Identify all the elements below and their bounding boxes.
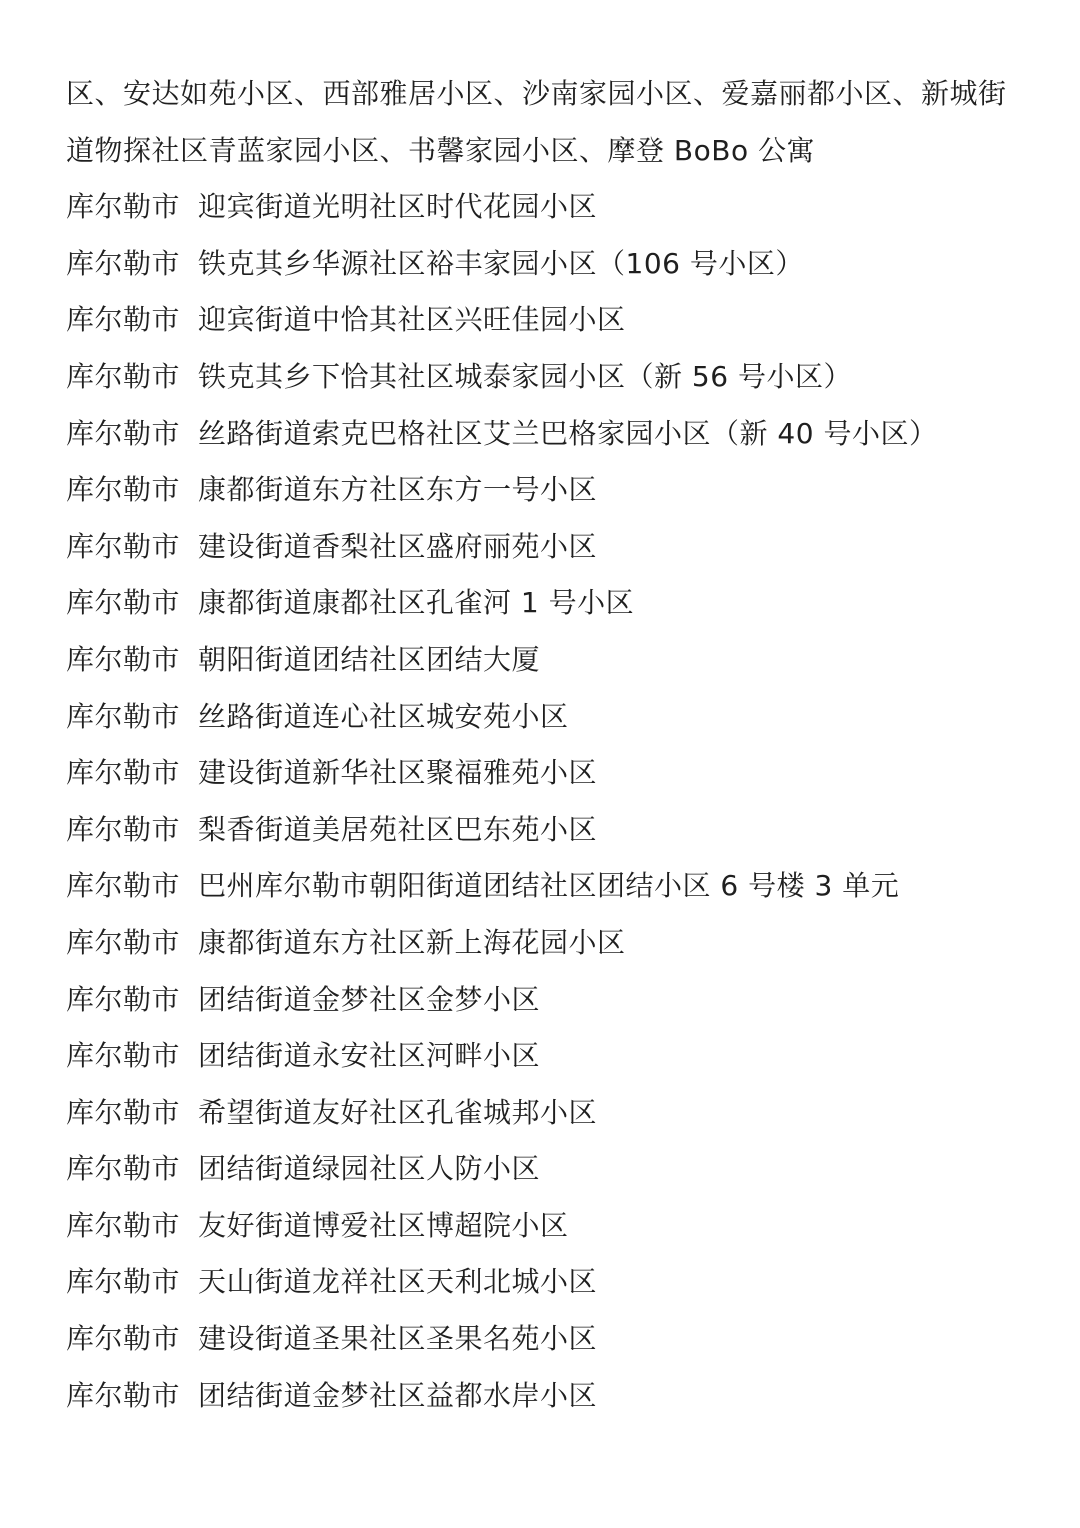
entry-city: 库尔勒市 bbox=[66, 1095, 181, 1129]
entry-city: 库尔勒市 bbox=[66, 982, 181, 1016]
address-entry bbox=[66, 632, 1026, 689]
entry-address: 铁克其乡华源社区裕丰家园小区（106 号小区） bbox=[198, 246, 804, 280]
entry-address: 梨香街道美居苑社区巴东苑小区 bbox=[198, 812, 598, 846]
address-entry bbox=[66, 1085, 1026, 1142]
address-list bbox=[66, 66, 1026, 1424]
address-entry bbox=[66, 745, 1026, 802]
entry-city: 库尔勒市 bbox=[66, 529, 181, 563]
address-entry bbox=[66, 1254, 1026, 1311]
address-entry bbox=[66, 575, 1026, 632]
address-entry bbox=[66, 858, 1026, 915]
entry-address: 团结街道永安社区河畔小区 bbox=[198, 1039, 541, 1073]
address-entry bbox=[66, 1141, 1026, 1198]
entry-address: 希望街道友好社区孔雀城邦小区 bbox=[198, 1095, 598, 1129]
entry-city: 库尔勒市 bbox=[66, 699, 181, 733]
entry-address: 团结街道金梦社区金梦小区 bbox=[198, 982, 541, 1016]
entry-address: 团结街道绿园社区人防小区 bbox=[198, 1152, 541, 1186]
address-entry bbox=[66, 519, 1026, 576]
entry-city: 库尔勒市 bbox=[66, 246, 181, 280]
address-entry bbox=[66, 802, 1026, 859]
entry-address: 巴州库尔勒市朝阳街道团结社区团结小区 6 号楼 3 单元 bbox=[198, 869, 900, 903]
entry-address: 天山街道龙祥社区天利北城小区 bbox=[198, 1265, 598, 1299]
entry-city: 库尔勒市 bbox=[66, 1265, 181, 1299]
entry-address: 迎宾街道中恰其社区兴旺佳园小区 bbox=[198, 303, 626, 337]
entry-city: 库尔勒市 bbox=[66, 1152, 181, 1186]
entry-city: 库尔勒市 bbox=[66, 303, 181, 337]
entry-city: 库尔勒市 bbox=[66, 359, 181, 393]
entry-address: 建设街道新华社区聚福雅苑小区 bbox=[198, 756, 598, 790]
entry-address: 康都街道康都社区孔雀河 1 号小区 bbox=[198, 586, 635, 620]
entry-address: 团结街道金梦社区益都水岸小区 bbox=[198, 1378, 598, 1412]
entry-city: 库尔勒市 bbox=[66, 473, 181, 507]
continuation-line: 道物探社区青蓝家园小区、书馨家园小区、摩登 BoBo 公寓 bbox=[66, 133, 815, 167]
address-entry bbox=[66, 689, 1026, 746]
address-entry bbox=[66, 236, 1026, 293]
entry-city: 库尔勒市 bbox=[66, 756, 181, 790]
address-entry bbox=[66, 179, 1026, 236]
entry-city: 库尔勒市 bbox=[66, 642, 181, 676]
entry-city: 库尔勒市 bbox=[66, 190, 181, 224]
entry-address: 丝路街道连心社区城安苑小区 bbox=[198, 699, 569, 733]
address-entry bbox=[66, 406, 1026, 463]
address-entry bbox=[66, 462, 1026, 519]
address-entry bbox=[66, 1368, 1026, 1425]
address-entry bbox=[66, 349, 1026, 406]
entry-address: 友好街道博爱社区博超院小区 bbox=[198, 1208, 569, 1242]
entry-address: 康都街道东方社区新上海花园小区 bbox=[198, 925, 626, 959]
address-entry bbox=[66, 1198, 1026, 1255]
entry-city: 库尔勒市 bbox=[66, 1208, 181, 1242]
entry-city: 库尔勒市 bbox=[66, 869, 181, 903]
entry-city: 库尔勒市 bbox=[66, 925, 181, 959]
address-entry bbox=[66, 1311, 1026, 1368]
entry-address: 铁克其乡下恰其社区城泰家园小区（新 56 号小区） bbox=[198, 359, 852, 393]
entry-address: 丝路街道索克巴格社区艾兰巴格家园小区（新 40 号小区） bbox=[198, 416, 938, 450]
entry-address: 朝阳街道团结社区团结大厦 bbox=[198, 642, 541, 676]
entry-address: 康都街道东方社区东方一号小区 bbox=[198, 473, 598, 507]
address-entry bbox=[66, 972, 1026, 1029]
entry-city: 库尔勒市 bbox=[66, 1322, 181, 1356]
address-entry bbox=[66, 292, 1026, 349]
address-entry bbox=[66, 1028, 1026, 1085]
continuation-line: 区、安达如苑小区、西部雅居小区、沙南家园小区、爱嘉丽都小区、新城街 bbox=[66, 77, 1007, 110]
entry-city: 库尔勒市 bbox=[66, 812, 181, 846]
entry-city: 库尔勒市 bbox=[66, 416, 181, 450]
entry-address: 迎宾街道光明社区时代花园小区 bbox=[198, 190, 598, 224]
entry-city: 库尔勒市 bbox=[66, 1039, 181, 1073]
address-entry bbox=[66, 915, 1026, 972]
entry-address: 建设街道圣果社区圣果名苑小区 bbox=[198, 1322, 598, 1356]
entry-city: 库尔勒市 bbox=[66, 1378, 181, 1412]
entry-address: 建设街道香梨社区盛府丽苑小区 bbox=[198, 529, 598, 563]
entry-city: 库尔勒市 bbox=[66, 586, 181, 620]
